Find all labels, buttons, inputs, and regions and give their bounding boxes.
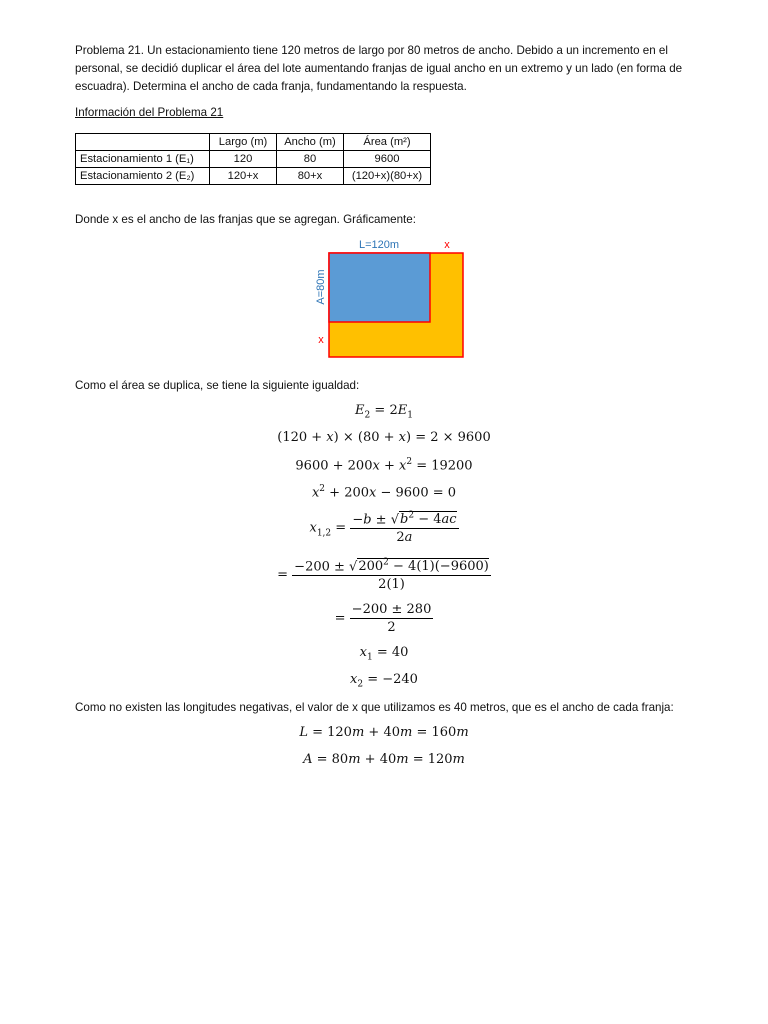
equation-simplified: = $\frac{-200 \pm 280}{2}$	[334, 602, 432, 635]
table-row	[76, 151, 431, 168]
equation-x1: $x_1 = 40$	[359, 645, 409, 663]
equality-intro: Como el área se duplica, se tiene la siguiente igualdad:	[75, 379, 360, 392]
table-header-cell: Ancho (m)	[277, 134, 344, 151]
x-side-label: x	[318, 334, 324, 346]
table-cell: Estacionamiento 1 (E₁)	[76, 151, 210, 168]
equation-expanded: $9600 + 200x + x^2 = 19200$	[295, 457, 473, 474]
width-label: A=80m	[315, 269, 327, 305]
conclusion: Como no existen las longitudes negativas, el valor de x que utilizamos es 40 metros, que es el ancho de cada franja:	[75, 701, 674, 714]
equation-formula: $x_{1,2}$ = $\frac{-b \pm √b^2 - 4ac}{2a}$	[309, 511, 457, 546]
equation-width: A = 80m + 40m = 120m	[303, 752, 465, 767]
equation-product: (120 + x) × (80 + x) = 2 × 9600	[277, 430, 491, 445]
table-cell: 9600	[344, 151, 431, 168]
equation-quadratic: $x^2 + 200x - 9600 = 0$	[311, 484, 457, 501]
length-label: L=120m	[358, 239, 400, 251]
table-cell: 80+x	[277, 168, 344, 185]
table-header-cell: Largo (m)	[210, 134, 277, 151]
equation-areas: $E_2 = 2E_1$	[355, 403, 413, 421]
table-cell: 120	[210, 151, 277, 168]
table-cell: 120+x	[210, 168, 277, 185]
equation-x2: $x_2 = -240$	[350, 672, 418, 690]
equation-substituted: = $\frac{-200 \pm √200^2 - 4(1)(-9600)}{2(1)}$	[277, 558, 489, 593]
table-header-cell	[76, 134, 210, 151]
table-header-row	[76, 134, 431, 151]
graph-intro: Donde x es el ancho de las franjas que se agregan. Gráficamente:	[75, 213, 416, 226]
area-diagram	[300, 234, 480, 364]
info-title: Información del Problema 21	[75, 106, 224, 119]
x-top-label: x	[444, 239, 450, 251]
table-cell: 80	[277, 151, 344, 168]
problem-statement: Problema 21. Un estacionamiento tiene 120 metros de largo por 80 metros de ancho. Debido a un incremento en el personal, se decidió duplicar el área del lote aumentando franjas de igual ancho en un extremo y un lado (en forma de escuadra). Determina el ancho de cada franja, fundamentando la respuesta.	[75, 44, 683, 93]
table-cell: Estacionamiento 2 (E₂)	[76, 168, 210, 185]
info-table	[75, 133, 431, 185]
equation-length: L = 120m + 40m = 160m	[299, 725, 469, 740]
table-header-cell: Área (m²)	[344, 134, 431, 151]
table-cell: (120+x)(80+x)	[344, 168, 431, 185]
table-row	[76, 168, 431, 185]
original-lot-rect	[329, 253, 430, 322]
